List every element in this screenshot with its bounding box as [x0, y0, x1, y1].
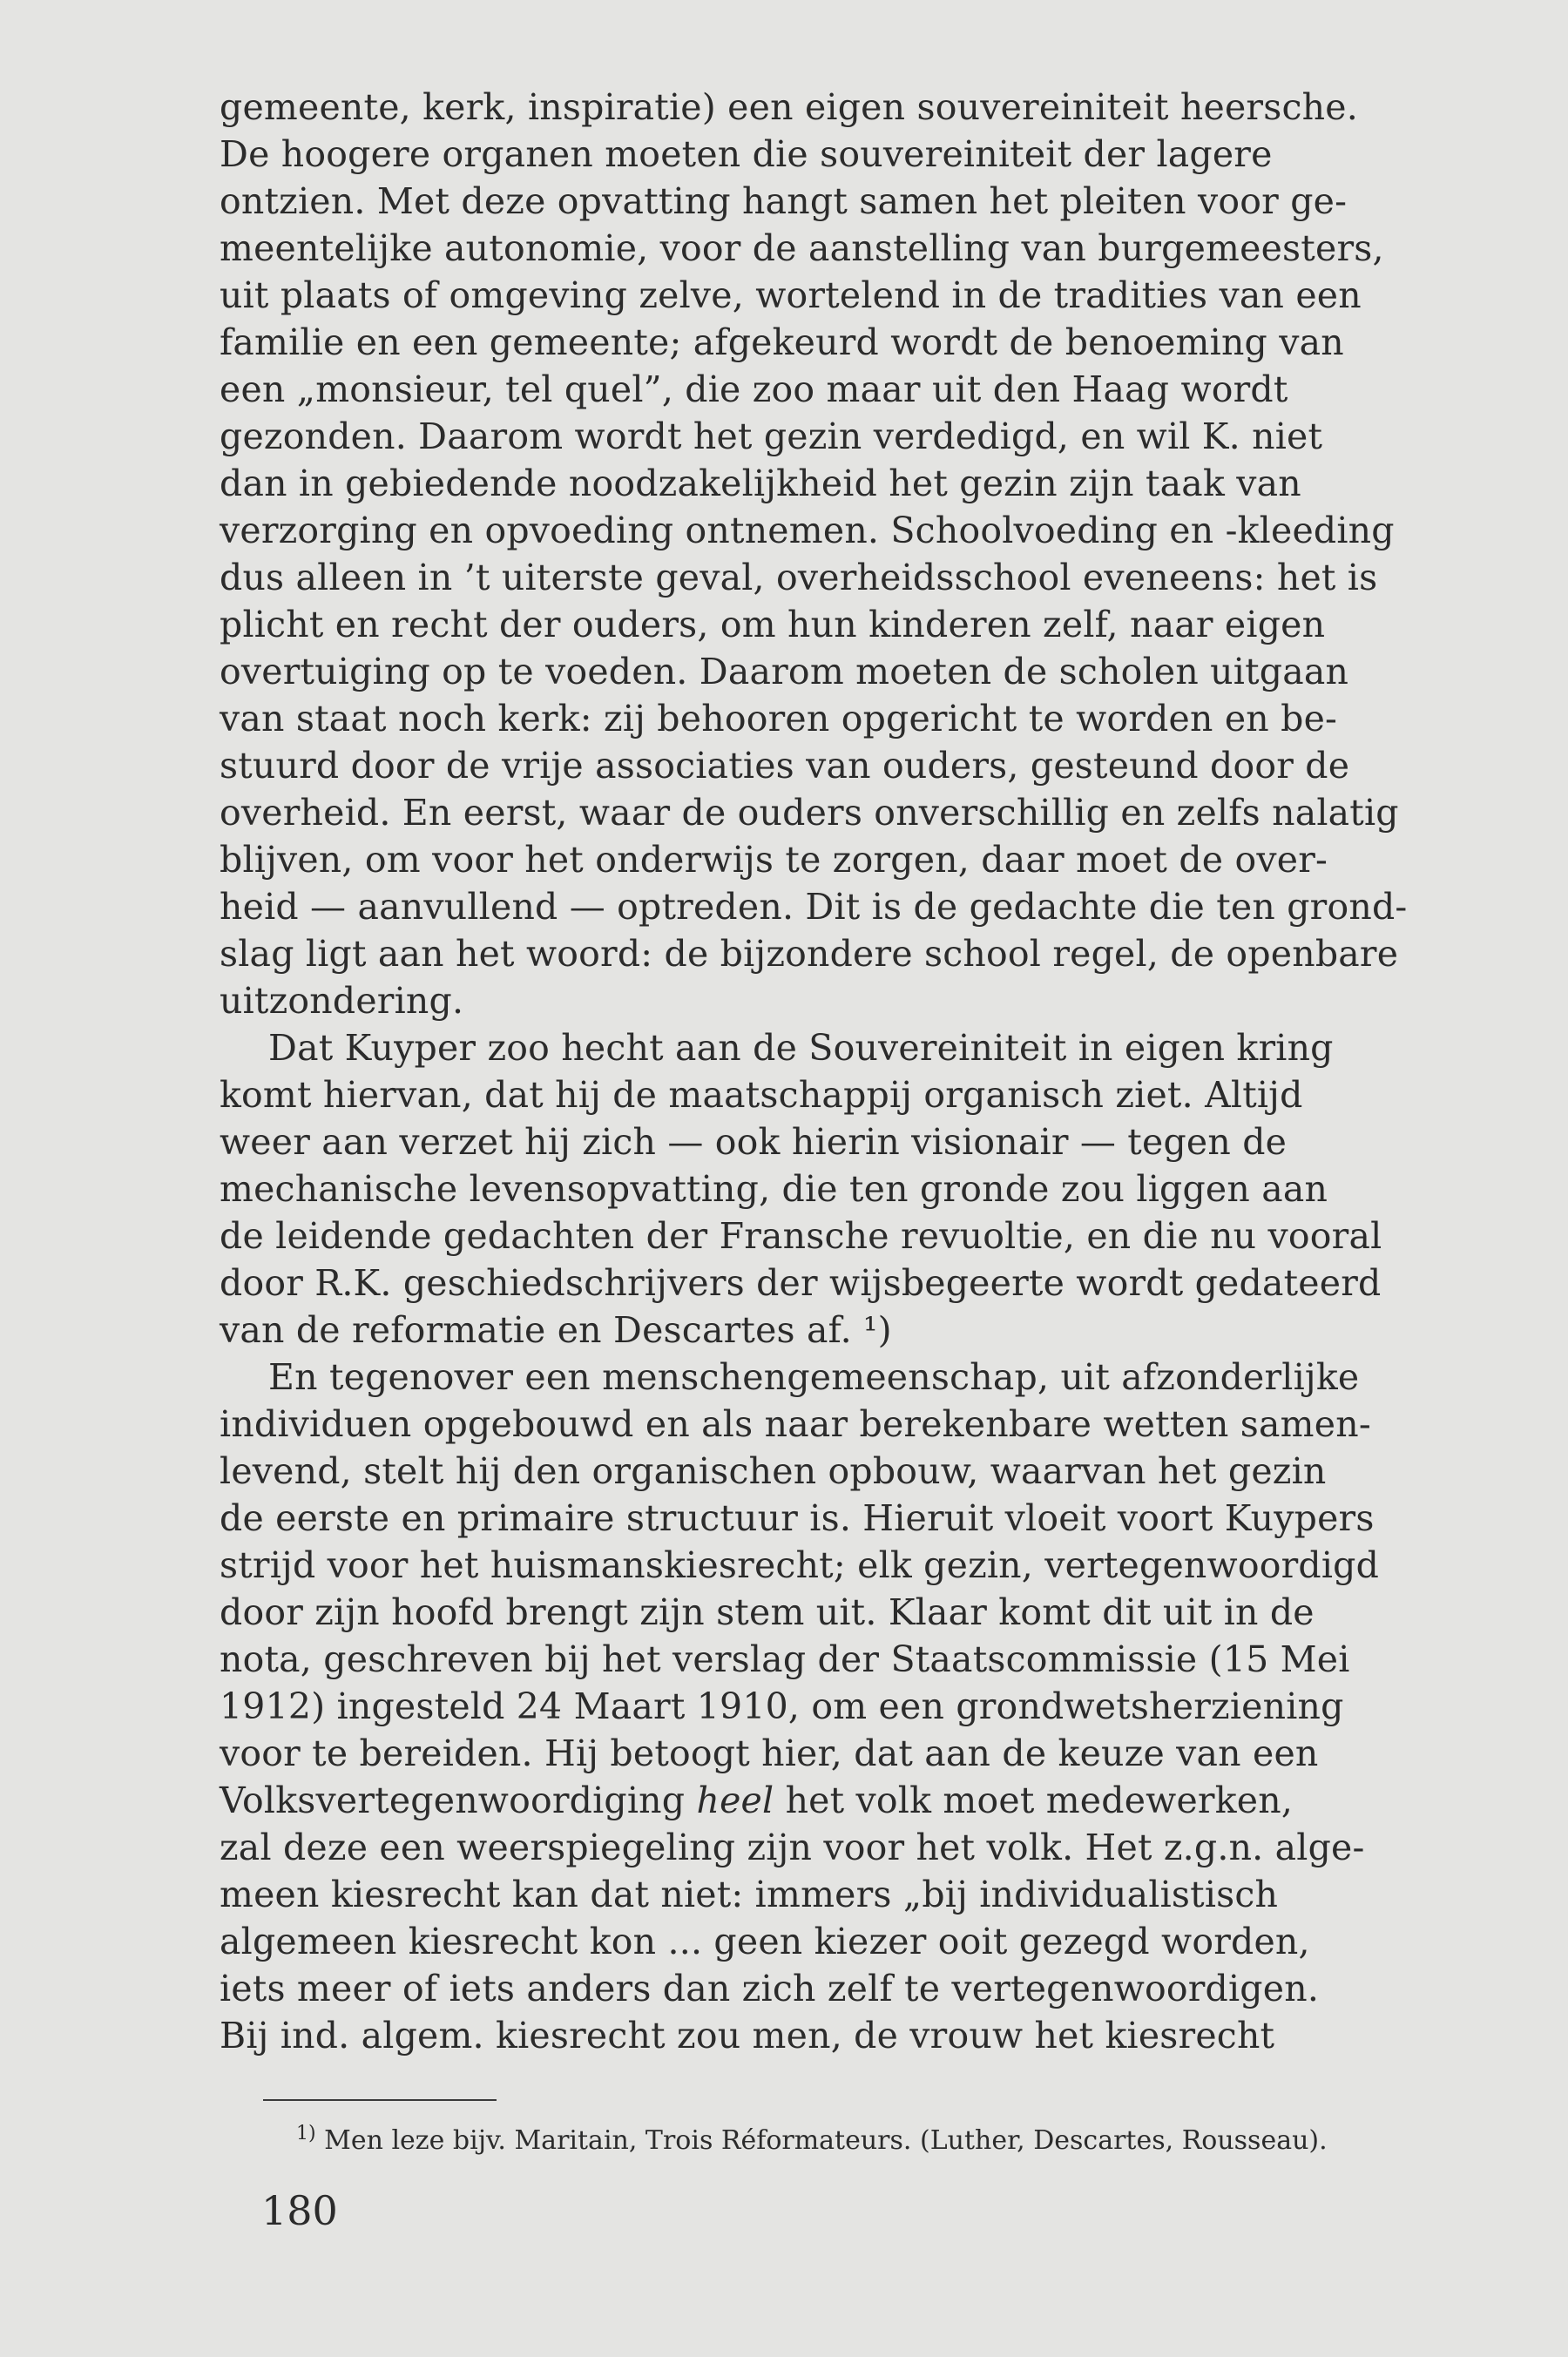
footnote — [296, 2117, 1498, 2158]
paragraph-3-text-b: het volk moet medewerken, zal deze een weerspiegeling zijn voor het volk. Het z.g.n. alge- meen kiesrecht kan dat niet: immers „bij individualistisch algemeen kiesrecht kon ... geen kiezer ooit gezegd worden, iets meer of iets anders dan zich zelf te vertegenwoordigen. Bij ind. algem. kiesrecht zou men, de vrouw het kiesrecht — [220, 1780, 1365, 2056]
italic-word: heel — [696, 1780, 774, 1821]
footnote-divider — [263, 2099, 497, 2101]
paragraph-1: gemeente, kerk, inspiratie) een eigen souvereiniteit heersche. De hoogere organen moeten die souvereiniteit der lagere ontzien. Met deze opvatting hangt samen het pleiten voor ge- meentelijke autonomie, voor de aanstelling van burgemeesters, uit plaats of omgeving zelve, wortelend in de tradities van een familie en een gemeente; afgekeurd wordt de benoeming van een „monsieur, tel quel”, die zoo maar uit den Haag wordt gezonden. Daarom wordt het gezin verdedigd, en wil K. niet dan in gebiedende noodzakelijkheid het gezin zijn taak van verzorging en opvoeding ontnemen. Schoolvoeding en -kleeding dus alleen in ’t uiterste geval, overheidsschool eveneens: het is plicht en recht der ouders, om hun kinderen zelf, naar eigen overtuiging op te voeden. Daarom moeten de scholen uitgaan van staat noch kerk: zij behooren opgericht te worden en be- stuurd door de vrije associaties van ouders, gesteund door de overheid. En eerst, waar de ouders onverschillig en zelfs nalatig blijven, om voor het onderwijs te zorgen, daar moet de over- heid — aanvullend — optreden. Dit is de gedachte die ten grond- slag ligt aan het woord: de bijzondere school regel, de openbare uitzondering. — [220, 86, 1408, 1022]
footnote-text: Men leze bijv. Maritain, Trois Réformateurs. (Luther, Descartes, Rousseau). — [315, 2125, 1328, 2156]
paragraph-3-text-a: En tegenover een menschengemeenschap, uit afzonderlijke individuen opgebouwd en als naar berekenbare wetten samen- levend, stelt hij den organischen opbouw, waarvan het gezin de eerste en primaire structuur is. Hieruit vloeit voort Kuypers strijd voor het huismanskiesrecht; elk gezin, vertegenwoordigd door zijn hoofd brengt zijn stem uit. Klaar komt dit uit in de nota, geschreven bij het verslag der Staatscommissie (15 Mei 1912) ingesteld 24 Maart 1910, om een grondwetsherziening voor te bereiden. Hij betoogt hier, dat aan de keuze van een Volksvertegenwoordiging — [220, 1356, 1380, 1821]
paragraph-3 — [220, 1354, 1491, 2059]
footnote-mark: 1) — [296, 2123, 316, 2144]
page-number: 180 — [261, 2187, 338, 2234]
paragraph-2: Dat Kuyper zoo hecht aan de Souvereiniteit in eigen kring komt hiervan, dat hij de maatschappij organisch ziet. Altijd weer aan verzet hij zich — ook hierin visionair — tegen de mechanische levensopvatting, die ten gronde zou liggen aan de leidende gedachten der Fransche revuoltie, en die nu vooral door R.K. geschiedschrijvers der wijsbegeerte wordt gedateerd van de reformatie en Descartes af. ¹) — [220, 1027, 1382, 1351]
body-text — [220, 84, 1491, 2059]
